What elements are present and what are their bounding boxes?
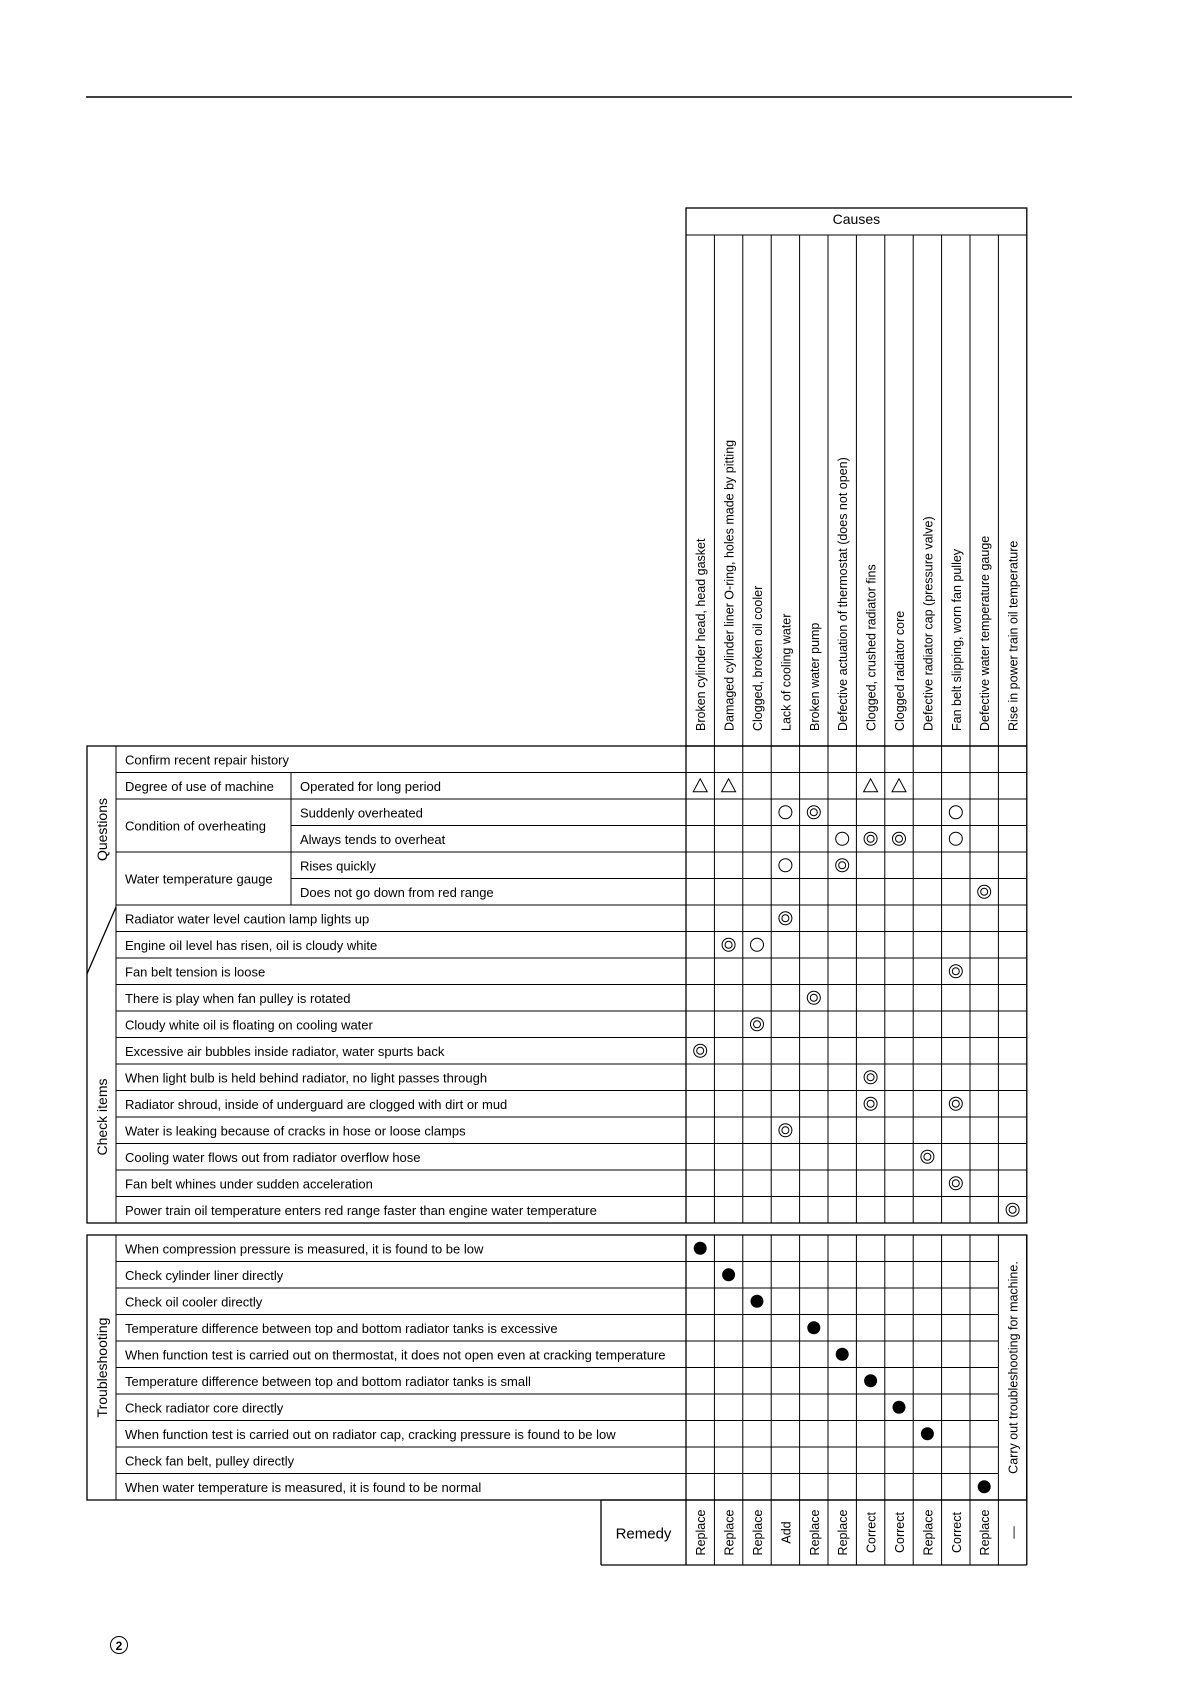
triangle-mark	[693, 779, 707, 792]
remedy-value: Correct	[949, 1512, 964, 1553]
remedy-value: Replace	[807, 1509, 822, 1556]
check-row-text: Excessive air bubbles inside radiator, water spurts back	[125, 1043, 445, 1059]
double-circle-mark	[949, 1177, 962, 1190]
remedy-value: Replace	[722, 1509, 737, 1556]
filled-dot-mark	[978, 1480, 991, 1493]
circle-mark	[779, 806, 792, 819]
cause-label: Damaged cylinder liner O-ring, holes made by pitting	[722, 439, 737, 731]
remedy-value: Correct	[864, 1512, 879, 1553]
ts-row-text: Temperature difference between top and bottom radiator tanks is small	[125, 1373, 531, 1389]
double-circle-mark-inner	[867, 835, 874, 842]
remedy-label: Remedy	[615, 1525, 672, 1543]
double-circle-mark-inner	[697, 1047, 704, 1054]
remedy-value: Replace	[978, 1509, 993, 1556]
troubleshooting-label: Troubleshooting	[94, 1317, 110, 1418]
double-circle-mark	[864, 1097, 877, 1110]
ts-row-text: When compression pressure is measured, it is found to be low	[125, 1241, 484, 1257]
ts-last-column-text: Carry out troubleshooting for machine.	[1006, 1261, 1021, 1474]
group-label: Condition of overheating	[125, 818, 266, 834]
check-row-text: Rises quickly	[300, 858, 376, 874]
check-row-text: Operated for long period	[300, 778, 441, 794]
remedy-value: Replace	[836, 1509, 851, 1556]
remedy-value: Add	[779, 1521, 794, 1544]
circle-mark	[751, 938, 764, 951]
cause-label: Defective actuation of thermostat (does not open)	[836, 457, 851, 731]
cause-label: Broken water pump	[807, 622, 822, 731]
filled-dot-mark	[751, 1295, 764, 1308]
group-label: Degree of use of machine	[125, 778, 274, 794]
double-circle-mark-inner	[952, 1180, 959, 1187]
cause-label: Clogged radiator core	[893, 610, 907, 731]
remedy-value: Replace	[921, 1509, 936, 1556]
remedy-value: Replace	[751, 1509, 765, 1556]
check-row-text: Suddenly overheated	[300, 805, 423, 821]
remedy-value: Replace	[694, 1509, 709, 1556]
check-row-text: Does not go down from red range	[300, 884, 494, 900]
triangle-mark	[892, 779, 906, 792]
double-circle-mark-inner	[952, 968, 959, 975]
filled-dot-mark	[836, 1348, 849, 1361]
filled-dot-mark	[893, 1401, 906, 1414]
check-row-text: Radiator water level caution lamp lights up	[125, 911, 370, 927]
double-circle-mark-inner	[981, 888, 988, 895]
check-row-text: Radiator shroud, inside of underguard are clogged with dirt or mud	[125, 1096, 508, 1112]
check-items-label: Check items	[94, 1078, 110, 1156]
check-row-text: Always tends to overheat	[300, 831, 446, 847]
group-label: Water temperature gauge	[125, 871, 273, 887]
page-number: 2	[110, 1636, 128, 1654]
double-circle-mark-inner	[725, 941, 732, 948]
double-circle-mark-inner	[782, 915, 789, 922]
double-circle-mark-inner	[810, 994, 817, 1001]
ts-row-text: Temperature difference between top and bottom radiator tanks is excessive	[125, 1320, 558, 1336]
section-diagonal	[87, 907, 116, 974]
cause-label: Lack of cooling water	[779, 613, 794, 731]
circle-mark	[779, 859, 792, 872]
check-row-text: When light bulb is held behind radiator, no light passes through	[125, 1070, 488, 1086]
ts-row-text: When function test is carried out on radiator cap, cracking pressure is found to be low	[125, 1426, 616, 1442]
cause-label: Clogged, broken oil cooler	[751, 585, 765, 731]
check-row-text: Power train oil temperature enters red range faster than engine water temperature	[125, 1202, 597, 1218]
triangle-mark	[722, 779, 736, 792]
ts-row-text: Check radiator core directly	[125, 1400, 284, 1416]
causes-title: Causes	[832, 211, 881, 227]
double-circle-mark	[893, 832, 906, 845]
double-circle-mark-inner	[924, 1153, 931, 1160]
check-row-text: There is play when fan pulley is rotated	[125, 990, 351, 1006]
double-circle-mark-inner	[810, 809, 817, 816]
circle-mark	[949, 832, 962, 845]
check-row-text: Engine oil level has risen, oil is cloudy white	[125, 937, 378, 953]
filled-dot-mark	[722, 1268, 735, 1281]
ts-row-text: When water temperature is measured, it is found to be normal	[125, 1479, 482, 1495]
double-circle-mark	[751, 1018, 764, 1031]
double-circle-mark-inner	[754, 1021, 761, 1028]
double-circle-mark	[694, 1044, 707, 1057]
cause-label: Defective water temperature gauge	[978, 535, 993, 731]
double-circle-mark	[722, 938, 735, 951]
double-circle-mark	[807, 991, 820, 1004]
circle-mark	[836, 832, 849, 845]
double-circle-mark-inner	[1009, 1206, 1016, 1213]
cause-label: Rise in power train oil temperature	[1006, 540, 1021, 731]
ts-row-text: Check fan belt, pulley directly	[125, 1453, 295, 1469]
ts-row-text: Check cylinder liner directly	[125, 1267, 284, 1283]
ts-row-text: When function test is carried out on thermostat, it does not open even at cracking temperature	[125, 1347, 666, 1363]
double-circle-mark	[978, 885, 991, 898]
filled-dot-mark	[807, 1321, 820, 1334]
check-row-text: Water is leaking because of cracks in hose or loose clamps	[125, 1123, 466, 1139]
check-row-text: Cooling water flows out from radiator overflow hose	[125, 1149, 421, 1165]
double-circle-mark	[864, 1071, 877, 1084]
double-circle-mark	[949, 1097, 962, 1110]
filled-dot-mark	[694, 1242, 707, 1255]
double-circle-mark	[864, 832, 877, 845]
remedy-value: —	[1006, 1526, 1021, 1539]
ts-row-text: Check oil cooler directly	[125, 1294, 263, 1310]
double-circle-mark-inner	[839, 862, 846, 869]
cause-label: Broken cylinder head, head gasket	[694, 538, 709, 731]
remedy-value: Correct	[893, 1512, 907, 1553]
double-circle-mark-inner	[896, 835, 903, 842]
double-circle-mark	[807, 806, 820, 819]
check-row-text: Fan belt whines under sudden acceleration	[125, 1176, 373, 1192]
circle-mark	[949, 806, 962, 819]
filled-dot-mark	[921, 1427, 934, 1440]
double-circle-mark	[949, 965, 962, 978]
double-circle-mark-inner	[867, 1100, 874, 1107]
double-circle-mark-inner	[782, 1127, 789, 1134]
triangle-mark	[864, 779, 878, 792]
cause-label: Defective radiator cap (pressure valve)	[921, 516, 936, 731]
double-circle-mark	[779, 1124, 792, 1137]
double-circle-mark	[1006, 1203, 1019, 1216]
questions-label: Questions	[94, 797, 110, 862]
cause-label: Clogged, crushed radiator fins	[864, 564, 879, 731]
double-circle-mark-inner	[952, 1100, 959, 1107]
double-circle-mark-inner	[867, 1074, 874, 1081]
double-circle-mark	[921, 1150, 934, 1163]
double-circle-mark	[836, 859, 849, 872]
check-row-text: Fan belt tension is loose	[125, 964, 266, 980]
filled-dot-mark	[864, 1374, 877, 1387]
double-circle-mark	[779, 912, 792, 925]
cause-label: Fan belt slipping, worn fan pulley	[949, 548, 964, 731]
check-row-text: Confirm recent repair history	[125, 752, 289, 768]
check-row-text: Cloudy white oil is floating on cooling water	[125, 1017, 373, 1033]
